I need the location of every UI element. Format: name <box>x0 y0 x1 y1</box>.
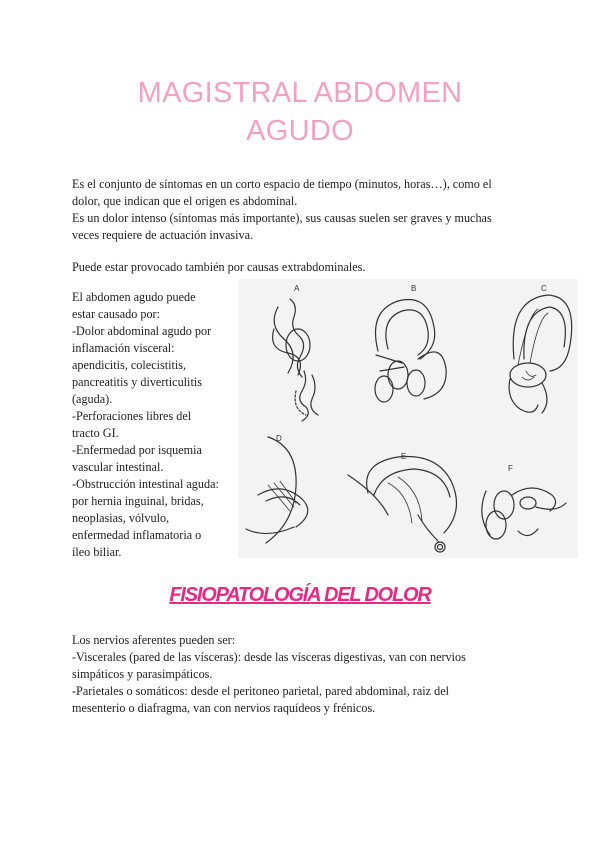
intro-line: Es un dolor intenso (síntomas más importante), sus causas suelen ser graves y muchas <box>72 211 492 225</box>
panel-f-drawing <box>482 464 566 539</box>
panel-b-label: B <box>411 284 417 293</box>
section-paragraph <box>72 632 532 717</box>
causes-line: (aguda). <box>72 392 113 406</box>
panel-a-drawing <box>273 284 318 421</box>
section-heading: FISIOPATOLOGÍA DEL DOLOR <box>169 584 431 606</box>
intro-line: veces requiere de actuación invasiva. <box>72 228 254 242</box>
causes-line: neoplasias, vólvulo, <box>72 511 170 525</box>
panel-a-label: A <box>294 284 300 293</box>
causes-line: -Obstrucción intestinal aguda: <box>72 477 219 491</box>
panel-e-drawing <box>348 452 457 552</box>
causes-line: vascular intestinal. <box>72 460 164 474</box>
causes-list <box>72 289 237 561</box>
panel-f-label: F <box>508 464 513 473</box>
causes-line: por hernia inguinal, bridas, <box>72 494 204 508</box>
causes-line: enfermedad inflamatoria o <box>72 528 202 542</box>
intro-line: dolor, que indican que el origen es abdominal. <box>72 194 298 208</box>
causes-line: estar causado por: <box>72 307 160 321</box>
panel-d-drawing <box>246 434 308 543</box>
panel-b-drawing <box>375 284 446 402</box>
extrabdominal-paragraph <box>72 259 532 276</box>
page-title-line-1: MAGISTRAL ABDOMEN <box>137 77 463 109</box>
causes-line: íleo biliar. <box>72 545 122 559</box>
causes-line: -Enfermedad por isquemia <box>72 443 202 457</box>
causes-line: -Dolor abdominal agudo por <box>72 324 212 338</box>
section-line: -Viscerales (pared de las vísceras): desde las vísceras digestivas, van con nervios <box>72 650 466 664</box>
section-line: simpáticos y parasimpáticos. <box>72 667 213 681</box>
causes-line: tracto GI. <box>72 426 119 440</box>
page-title <box>0 74 600 150</box>
intestinal-obstruction-illustration <box>238 279 578 558</box>
causes-line: El abdomen agudo puede <box>72 290 196 304</box>
panel-c-label: C <box>541 284 547 293</box>
intro-paragraph <box>72 176 532 244</box>
causes-line: pancreatitis y diverticulitis <box>72 375 202 389</box>
section-line: -Parietales o somáticos: desde el peritoneo parietal, pared abdominal, raiz del <box>72 684 449 698</box>
causes-line: inflamación visceral: <box>72 341 175 355</box>
panel-d-label: D <box>276 434 282 443</box>
panel-c-drawing <box>509 284 572 413</box>
causes-line: -Perforaciones libres del <box>72 409 192 423</box>
page-title-line-2: AGUDO <box>246 115 354 147</box>
section-line: mesenterio o diafragma, van con nervios raquídeos y frénicos. <box>72 701 376 715</box>
panel-e-label: E <box>401 452 407 461</box>
extrabdominal-line: Puede estar provocado también por causas extrabdominales. <box>72 260 366 274</box>
intro-line: Es el conjunto de síntomas en un corto espacio de tiempo (minutos, horas…), como el <box>72 177 492 191</box>
causes-line: apendicitis, colecistitis, <box>72 358 187 372</box>
section-line: Los nervios aferentes pueden ser: <box>72 633 236 647</box>
